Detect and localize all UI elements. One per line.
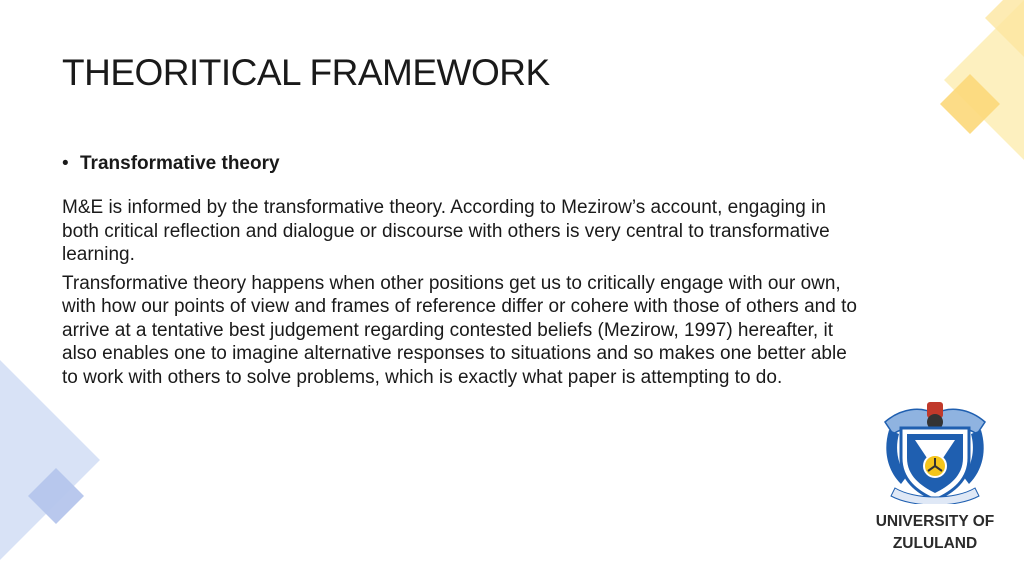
body-text (62, 196, 862, 394)
bullet-icon: • (62, 153, 69, 174)
university-name (866, 511, 1004, 555)
university-logo (866, 400, 1004, 560)
university-name-line-1: UNIVERSITY OF (875, 513, 995, 530)
bullet-label: Transformative theory (80, 153, 280, 174)
slide-title: THEORITICAL FRAMEWORK (62, 52, 550, 93)
paragraph-1: M&E is informed by the transformative theory. According to Mezirow’s account, engaging in both critical reflection and dialogue or discourse with others is very central to transformative learning. (62, 197, 830, 265)
paragraph-2: Transformative theory happens when other positions get us to critically engage with our own, with how our points of view and frames of reference differ or cohere with those of others and to arrive at a tentative best judgement regarding contested beliefs (Mezirow, 1997) hereafter, it also enables one to imagine alternative responses to situations and so makes one better able to work with others to solve problems, which is exactly what paper is attempting to do. (62, 272, 857, 388)
bullet-item (62, 153, 280, 175)
university-name-line-2: ZULULAND (892, 535, 978, 552)
university-crest-icon (881, 400, 989, 504)
